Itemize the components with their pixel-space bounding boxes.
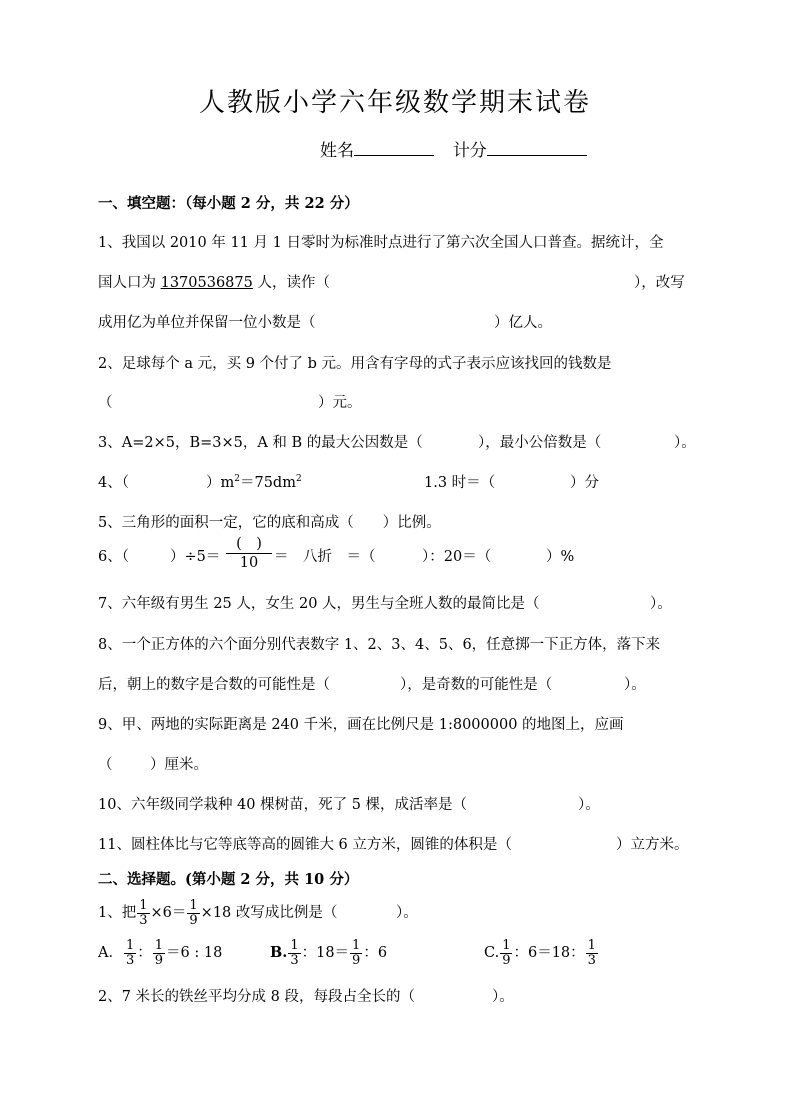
name-label: 姓名 <box>320 141 354 161</box>
q1-line3-end: ）亿人。 <box>494 315 552 331</box>
q3-mid: ），最小公倍数是（ <box>478 435 602 451</box>
q11-pre: 11、圆柱体比与它等底等高的圆锥大 6 立方米，圆锥的体积是（ <box>98 837 512 853</box>
option-b-label: B. <box>270 944 288 961</box>
q1-line2-end: ），改写 <box>634 275 685 291</box>
q6-fraction <box>226 535 272 572</box>
frac-num: 1 <box>502 937 511 953</box>
q4-right: 1.3 时＝（ <box>424 475 496 491</box>
q7-end: ）。 <box>650 596 672 612</box>
frac-num: 1 <box>139 897 148 913</box>
q4-sup1: 2 <box>234 474 240 484</box>
q1-line2 <box>98 273 330 293</box>
s2-q1-end: ）。 <box>396 905 418 921</box>
s2-q1-post: ×18 改写成比例是（ <box>200 905 338 921</box>
section2-heading: 二、选择题。(第小题 2 分，共 10 分） <box>98 871 359 888</box>
q4-left <box>206 473 302 493</box>
population-number: 1370536875 <box>160 275 253 291</box>
q2-line1: 2、足球每个 a 元，买 9 个付了 b 元。用含有字母的式子表示应该找回的钱数是 <box>98 356 612 372</box>
frac-den: 3 <box>587 952 596 968</box>
section1-heading: 一、填空题：（每小题 2 分，共 22 分） <box>98 195 359 212</box>
q4-eq: ＝75dm <box>239 475 296 491</box>
option-c-mid: ：6＝18： <box>513 945 585 961</box>
q8-line1: 8、一个正方体的六个面分别代表数字 1、2、3、4、5、6，任意掷一下正方体，落下来 <box>98 637 661 653</box>
q6-fraction-den: 10 <box>239 555 259 571</box>
s2-q1-frac2 <box>187 899 199 928</box>
s2-q1 <box>98 898 337 928</box>
student-info <box>320 139 587 163</box>
option-b-frac2 <box>350 939 362 968</box>
frac-num: 1 <box>189 897 198 913</box>
s2-q1-mid: ×6＝ <box>150 905 187 921</box>
q4-pre: 4、（ <box>98 475 129 491</box>
frac-den: 3 <box>139 912 148 928</box>
q2-open: （ <box>98 395 113 411</box>
q8-line2-pre: 后，朝上的数字是合数的可能性是（ <box>98 677 330 693</box>
q6-pre: 6、（ <box>98 549 129 565</box>
option-c-frac2 <box>586 939 598 968</box>
q9-end: ）厘米。 <box>150 757 208 773</box>
q1-text-2: 人，读作（ <box>252 275 330 291</box>
s2-q1-frac1 <box>137 899 149 928</box>
score-blank[interactable] <box>487 141 587 156</box>
option-c-frac1 <box>500 939 512 968</box>
q6-post: ＝ 八折 ＝（ <box>274 549 376 565</box>
q9-line1: 9、甲、两地的实际距离是 240 千米，画在比例尺是 1:8000000 的地图上，应画 <box>98 717 624 733</box>
frac-num: 1 <box>125 937 135 953</box>
q8-line2-end: ）。 <box>624 677 646 693</box>
q4-sup2: 2 <box>295 474 302 484</box>
q3-end: ）。 <box>674 435 696 451</box>
frac-den: 9 <box>154 952 164 968</box>
q11-end: ）立方米。 <box>616 837 689 853</box>
q9-open: （ <box>98 757 113 773</box>
option-a-frac1 <box>124 939 136 968</box>
q7-pre: 7、六年级有男生 25 人，女生 20 人，男生与全班人数的最简比是（ <box>98 596 540 612</box>
frac-den: 3 <box>125 952 135 968</box>
frac-den: 3 <box>290 952 299 968</box>
q8-line2-mid: ），是奇数的可能性是（ <box>400 677 553 693</box>
option-c[interactable] <box>484 938 599 968</box>
s2-q1-pre: 1、把 <box>98 905 137 921</box>
q1-text: 国人口为 <box>98 275 161 291</box>
option-b-frac1 <box>288 939 300 968</box>
q6-end: ）% <box>546 549 575 565</box>
option-a-label: A． <box>98 945 123 961</box>
q1-line3: 成用亿为单位并保留一位小数是（ <box>98 315 316 331</box>
frac-num: 1 <box>587 937 596 953</box>
score-label: 计分 <box>452 141 487 161</box>
q6-ratio: ）：20＝（ <box>422 549 492 565</box>
q1-line1: 1、我国以 2010 年 11 月 1 日零时为标准时点进行了第六次全国人口普查。据统计，全 <box>98 235 664 251</box>
option-b-mid: ：18＝ <box>301 945 350 961</box>
frac-den: 9 <box>502 952 511 968</box>
q6-fraction-num: ( ) <box>226 535 272 554</box>
option-a-sep: ： <box>137 945 152 961</box>
frac-den: 9 <box>352 952 361 968</box>
q10-pre: 10、六年级同学栽种 40 棵树苗，死了 5 棵，成活率是（ <box>98 797 468 813</box>
q10-end: ）。 <box>578 797 600 813</box>
q5: 5、三角形的面积一定，它的底和高成（ ）比例。 <box>98 515 441 531</box>
q6-div: ）÷5＝ <box>170 549 221 565</box>
frac-num: 1 <box>154 937 164 953</box>
name-blank[interactable] <box>354 141 434 156</box>
option-a-frac2 <box>153 939 165 968</box>
option-a-end: ＝6 : 18 <box>166 945 223 961</box>
option-b[interactable] <box>270 938 387 968</box>
q4-unit: ）m <box>206 475 235 491</box>
frac-num: 1 <box>290 937 299 953</box>
frac-num: 1 <box>352 937 361 953</box>
s2-q2-end: ）。 <box>492 989 514 1005</box>
exam-title: 人教版小学六年级数学期末试卷 <box>198 88 591 118</box>
frac-den: 9 <box>189 912 198 928</box>
q2-end: ）元。 <box>318 395 362 411</box>
q3-pre: 3、A=2×5，B=3×5，A 和 B 的最大公因数是（ <box>98 435 423 451</box>
option-c-label: C. <box>484 945 500 961</box>
option-b-end: ：6 <box>363 945 388 961</box>
option-a[interactable] <box>98 938 222 968</box>
s2-q2-pre: 2、7 米长的铁丝平均分成 8 段，每段占全长的（ <box>98 989 416 1005</box>
q4-right-end: ）分 <box>570 475 599 491</box>
